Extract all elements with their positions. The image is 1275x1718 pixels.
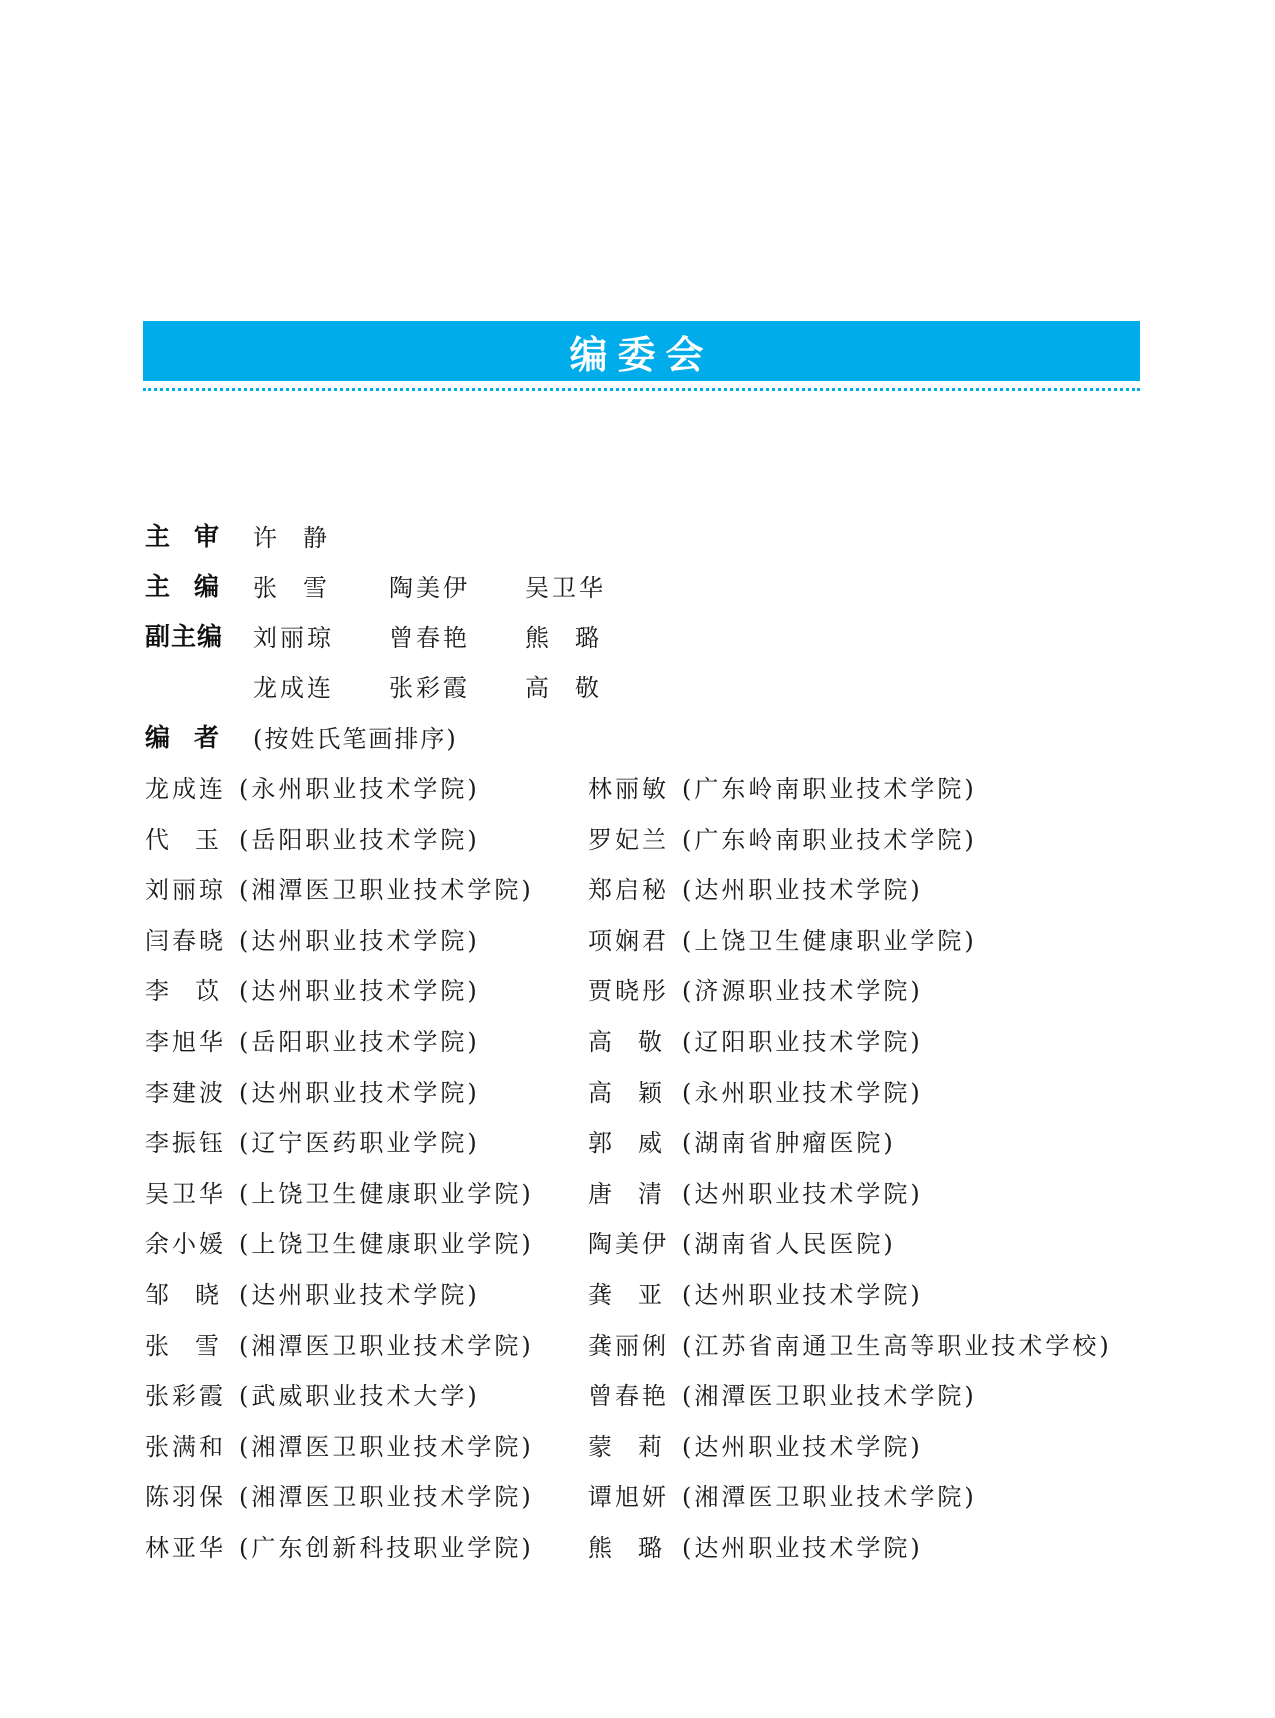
member-row [145, 1174, 534, 1208]
member-name: 陶美伊 [588, 1229, 669, 1258]
member-name: 贾晓彤 [588, 976, 669, 1005]
member-affiliation: (达州职业技术学院) [239, 1078, 480, 1107]
member-affiliation: (湖南省人民医院) [682, 1229, 896, 1258]
member-name: 李振钰 [145, 1128, 226, 1157]
member-affiliation: (达州职业技术学院) [682, 1533, 923, 1562]
deputy-editor-row-continued [145, 668, 661, 702]
chief-reviewer-name: 许静 [253, 523, 353, 552]
member-name: 龙成连 [145, 774, 226, 803]
dotted-divider [143, 388, 1140, 391]
member-affiliation: (湘潭医卫职业技术学院) [239, 1432, 534, 1461]
member-row [588, 1326, 1112, 1360]
member-name: 邹晓 [145, 1280, 245, 1309]
member-affiliation: (达州职业技术学院) [239, 1280, 480, 1309]
member-affiliation: (广东岭南职业技术学院) [682, 774, 977, 803]
member-name: 熊璐 [588, 1533, 688, 1562]
member-row [145, 971, 480, 1005]
member-name: 林丽敏 [588, 774, 669, 803]
member-row [588, 1427, 923, 1461]
member-row [145, 1326, 534, 1360]
member-row [588, 870, 923, 904]
member-affiliation: (济源职业技术学院) [682, 976, 923, 1005]
member-row [588, 820, 977, 854]
editors-row [145, 719, 458, 753]
member-row [145, 1022, 480, 1056]
member-affiliation: (达州职业技术学院) [682, 875, 923, 904]
member-name: 龚亚 [588, 1280, 688, 1309]
member-name: 高敬 [588, 1027, 688, 1056]
member-affiliation: (上饶卫生健康职业学院) [682, 926, 977, 955]
member-name: 罗妃兰 [588, 825, 669, 854]
member-name: 李建波 [145, 1078, 226, 1107]
member-affiliation: (永州职业技术学院) [239, 774, 480, 803]
member-row [145, 1275, 480, 1309]
member-row [145, 1427, 534, 1461]
member-name: 曾春艳 [588, 1381, 669, 1410]
chief-reviewer-label: 主审 [145, 522, 244, 551]
member-row [145, 1477, 534, 1511]
member-name: 刘丽琼 [145, 875, 226, 904]
member-name: 唐清 [588, 1179, 688, 1208]
member-affiliation: (达州职业技术学院) [682, 1179, 923, 1208]
chief-editor-name: 吴卫华 [525, 573, 606, 602]
chief-editor-label: 主编 [145, 572, 244, 601]
member-row [145, 1073, 480, 1107]
member-affiliation: (广东创新科技职业学院) [239, 1533, 534, 1562]
member-name: 吴卫华 [145, 1179, 226, 1208]
member-row [588, 1224, 896, 1258]
member-affiliation: (湘潭医卫职业技术学院) [239, 1331, 534, 1360]
page-title: 编委会 [569, 331, 714, 377]
member-name: 张满和 [145, 1432, 226, 1461]
chief-reviewer-row [145, 518, 389, 552]
member-row [588, 1022, 923, 1056]
member-affiliation: (江苏省南通卫生高等职业技术学校) [682, 1331, 1112, 1360]
member-affiliation: (辽宁医药职业学院) [239, 1128, 480, 1157]
member-row [588, 921, 977, 955]
member-row [145, 870, 534, 904]
deputy-editor-name: 曾春艳 [389, 623, 470, 652]
member-row [145, 1123, 480, 1157]
member-affiliation: (广东岭南职业技术学院) [682, 825, 977, 854]
member-affiliation: (达州职业技术学院) [239, 926, 480, 955]
member-name: 龚丽俐 [588, 1331, 669, 1360]
member-affiliation: (辽阳职业技术学院) [682, 1027, 923, 1056]
member-row [588, 1477, 977, 1511]
editors-label: 编者 [145, 723, 244, 752]
member-row [588, 1123, 896, 1157]
deputy-editor-name: 刘丽琼 [253, 623, 334, 652]
deputy-editor-row [145, 618, 661, 652]
member-affiliation: (湘潭医卫职业技术学院) [682, 1482, 977, 1511]
deputy-editor-name: 高敬 [525, 673, 625, 702]
title-banner [143, 321, 1140, 381]
member-name: 项娴君 [588, 926, 669, 955]
chief-editor-row [145, 568, 661, 602]
member-row [588, 1376, 977, 1410]
member-name: 蒙莉 [588, 1432, 688, 1461]
member-row [145, 1528, 534, 1562]
member-row [145, 1224, 534, 1258]
member-row [145, 820, 480, 854]
member-name: 高颖 [588, 1078, 688, 1107]
member-affiliation: (武威职业技术大学) [239, 1381, 480, 1410]
member-row [145, 769, 480, 803]
member-row [145, 921, 480, 955]
chief-editor-name: 张雪 [253, 573, 353, 602]
member-name: 代玉 [145, 825, 245, 854]
member-affiliation: (湘潭医卫职业技术学院) [682, 1381, 977, 1410]
member-affiliation: (湘潭医卫职业技术学院) [239, 875, 534, 904]
member-name: 郑启秘 [588, 875, 669, 904]
member-name: 李旭华 [145, 1027, 226, 1056]
deputy-editor-name: 张彩霞 [389, 673, 470, 702]
member-row [588, 971, 923, 1005]
member-row [588, 1528, 923, 1562]
member-affiliation: (湘潭医卫职业技术学院) [239, 1482, 534, 1511]
member-affiliation: (岳阳职业技术学院) [239, 1027, 480, 1056]
editors-sort-note: (按姓氏笔画排序) [253, 724, 458, 753]
member-row [588, 769, 977, 803]
member-affiliation: (达州职业技术学院) [682, 1432, 923, 1461]
member-name: 李苡 [145, 976, 245, 1005]
chief-editor-name: 陶美伊 [389, 573, 470, 602]
deputy-editor-label: 副主编 [145, 622, 224, 651]
member-row [588, 1174, 923, 1208]
member-name: 谭旭妍 [588, 1482, 669, 1511]
member-name: 余小媛 [145, 1229, 226, 1258]
member-name: 闫春晓 [145, 926, 226, 955]
member-name: 张雪 [145, 1331, 245, 1360]
member-name: 张彩霞 [145, 1381, 226, 1410]
member-affiliation: (达州职业技术学院) [682, 1280, 923, 1309]
member-row [588, 1073, 923, 1107]
member-row [588, 1275, 923, 1309]
deputy-editor-name: 龙成连 [253, 673, 334, 702]
member-affiliation: (上饶卫生健康职业学院) [239, 1229, 534, 1258]
member-name: 林亚华 [145, 1533, 226, 1562]
member-affiliation: (湖南省肿瘤医院) [682, 1128, 896, 1157]
member-affiliation: (达州职业技术学院) [239, 976, 480, 1005]
member-name: 郭威 [588, 1128, 688, 1157]
member-affiliation: (永州职业技术学院) [682, 1078, 923, 1107]
member-affiliation: (上饶卫生健康职业学院) [239, 1179, 534, 1208]
member-row [145, 1376, 480, 1410]
deputy-editor-name: 熊璐 [525, 623, 625, 652]
member-name: 陈羽保 [145, 1482, 226, 1511]
member-affiliation: (岳阳职业技术学院) [239, 825, 480, 854]
